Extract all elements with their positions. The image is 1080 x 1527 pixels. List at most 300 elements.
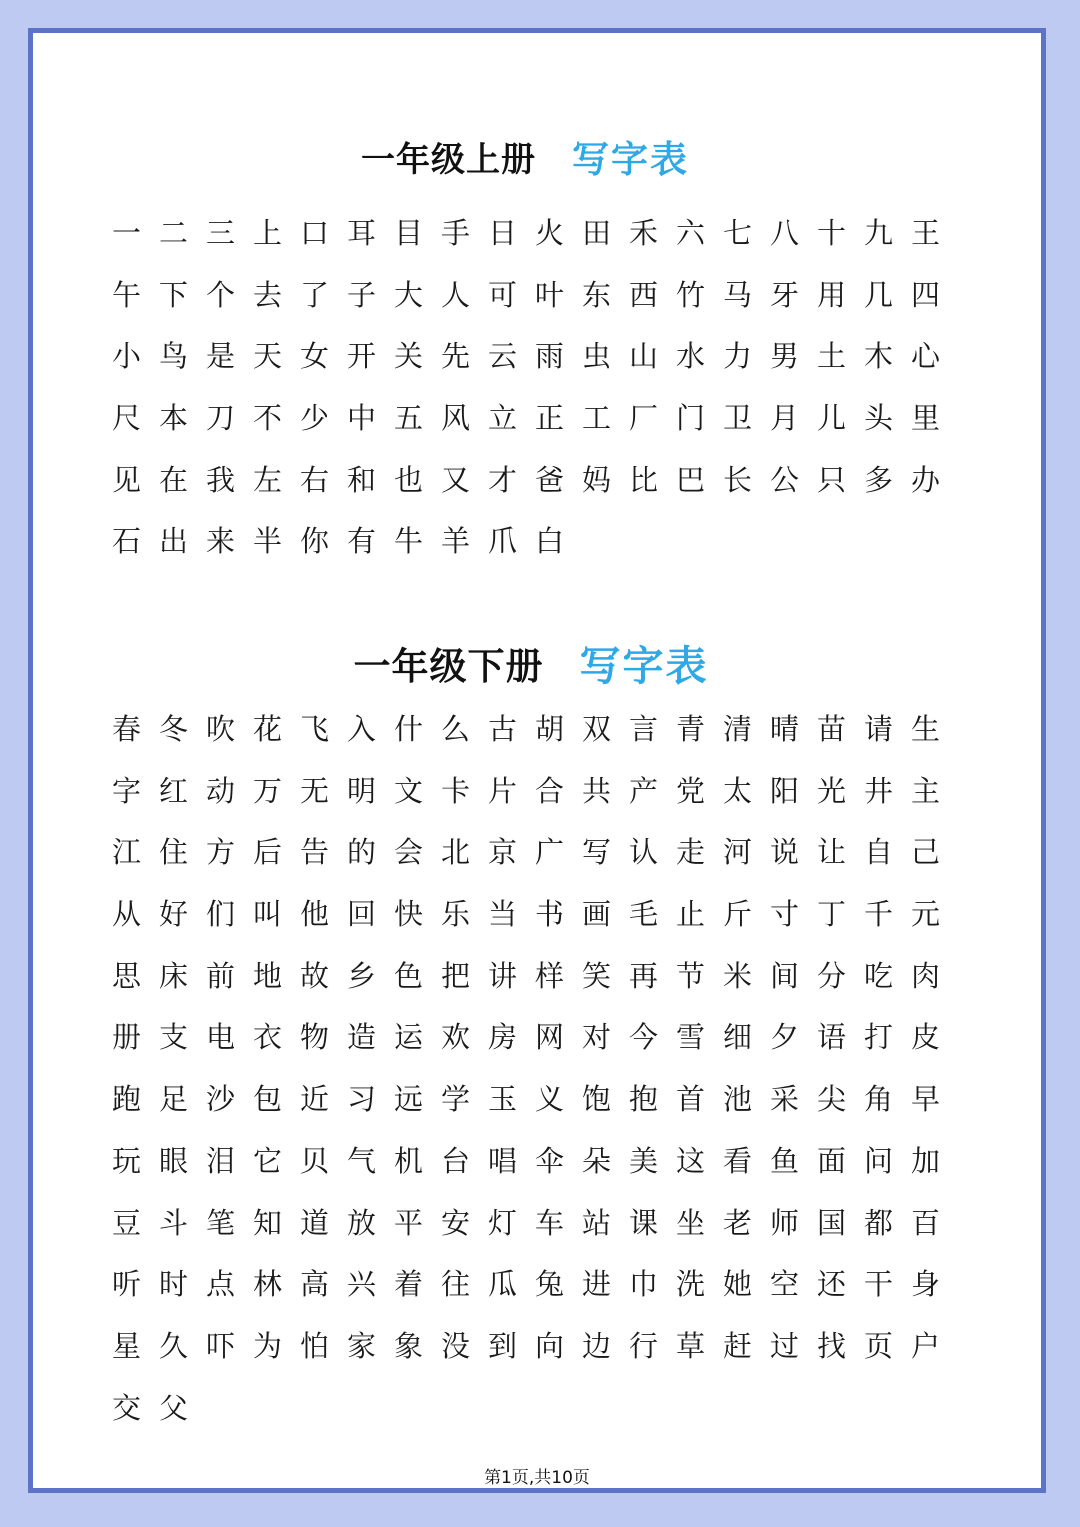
- character-cell: 的: [346, 835, 376, 870]
- character-cell: 儿: [816, 401, 846, 436]
- character-cell: 池: [722, 1082, 752, 1117]
- character-cell: 才: [487, 462, 517, 497]
- character-cell: 北: [440, 835, 470, 870]
- character-cell: 红: [158, 773, 188, 808]
- character-cell: 工: [581, 401, 611, 436]
- character-cell: 后: [252, 835, 282, 870]
- character-cell: 行: [628, 1328, 658, 1363]
- character-cell: 上: [252, 216, 282, 250]
- character-cell: 子: [346, 277, 376, 312]
- character-cell: 房: [487, 1020, 517, 1055]
- character-cell: 尺: [111, 401, 141, 436]
- character-cell: 安: [440, 1205, 470, 1240]
- character-cell: 无: [299, 773, 329, 808]
- character-cell: 回: [346, 897, 376, 932]
- character-cell: 好: [158, 897, 188, 932]
- character-cell: 支: [158, 1020, 188, 1055]
- character-cell: 竹: [675, 277, 705, 312]
- character-cell: 近: [299, 1082, 329, 1117]
- section-title-grade1-lower: [33, 633, 1041, 692]
- character-cell: 语: [816, 1020, 846, 1055]
- character-cell: 太: [722, 773, 752, 808]
- character-cell: 石: [111, 524, 141, 559]
- character-cell: 阳: [769, 773, 799, 808]
- character-cell: 也: [393, 462, 423, 497]
- character-cell: 丁: [816, 897, 846, 932]
- character-cell: 产: [628, 773, 658, 808]
- character-cell: 灯: [487, 1205, 517, 1240]
- character-cell: 一: [111, 216, 141, 250]
- character-cell: 沙: [205, 1082, 235, 1117]
- character-cell: 八: [769, 216, 799, 250]
- character-cell: 中: [346, 401, 376, 436]
- character-cell: 老: [722, 1205, 752, 1240]
- character-cell: 朵: [581, 1143, 611, 1178]
- character-cell: 夕: [769, 1020, 799, 1055]
- character-cell: 广: [534, 835, 564, 870]
- character-cell: 当: [487, 897, 517, 932]
- character-cell: 前: [205, 958, 235, 993]
- character-cell: 先: [440, 339, 470, 374]
- character-cell: 欢: [440, 1020, 470, 1055]
- character-cell: 着: [393, 1267, 423, 1302]
- character-cell: 在: [158, 462, 188, 497]
- character-cell: 没: [440, 1328, 470, 1363]
- character-cell: 豆: [111, 1205, 141, 1240]
- character-cell: 巴: [675, 462, 705, 497]
- character-cell: 正: [534, 401, 564, 436]
- character-cell: 尖: [816, 1082, 846, 1117]
- character-cell: 山: [628, 339, 658, 374]
- character-cell: 说: [769, 835, 799, 870]
- character-cell: 地: [252, 958, 282, 993]
- character-cell: 站: [581, 1205, 611, 1240]
- character-cell: 来: [205, 524, 235, 559]
- character-cell: 言: [628, 712, 658, 746]
- character-cell: 三: [205, 216, 235, 250]
- character-cell: 多: [863, 462, 893, 497]
- character-cell: 米: [722, 958, 752, 993]
- character-cell: 六: [675, 216, 705, 250]
- character-cell: 叫: [252, 897, 282, 932]
- character-cell: 羊: [440, 524, 470, 559]
- character-cell: 草: [675, 1328, 705, 1363]
- character-cell: 请: [863, 712, 893, 746]
- character-cell: 心: [910, 339, 940, 374]
- character-cell: 住: [158, 835, 188, 870]
- character-cell: 远: [393, 1082, 423, 1117]
- character-cell: 了: [299, 277, 329, 312]
- character-cell: 去: [252, 277, 282, 312]
- character-cell: 间: [769, 958, 799, 993]
- character-cell: 气: [346, 1143, 376, 1178]
- character-cell: 采: [769, 1082, 799, 1117]
- character-cell: 见: [111, 462, 141, 497]
- page-frame: [28, 28, 1046, 1493]
- character-cell: 边: [581, 1328, 611, 1363]
- character-cell: 门: [675, 401, 705, 436]
- character-cell: 里: [910, 401, 940, 436]
- character-cell: 写: [581, 835, 611, 870]
- character-cell: 眼: [158, 1143, 188, 1178]
- character-cell: 长: [722, 462, 752, 497]
- character-cell: 共: [581, 773, 611, 808]
- character-cell: 西: [628, 277, 658, 312]
- character-cell: 入: [346, 712, 376, 746]
- character-cell: 为: [252, 1328, 282, 1363]
- character-cell: 乡: [346, 958, 376, 993]
- character-cell: 王: [910, 216, 940, 250]
- character-cell: 花: [252, 712, 282, 746]
- character-cell: 火: [534, 216, 564, 250]
- character-cell: 雪: [675, 1020, 705, 1055]
- character-cell: 故: [299, 958, 329, 993]
- character-cell: 几: [863, 277, 893, 312]
- character-cell: 唱: [487, 1143, 517, 1178]
- character-cell: 人: [440, 277, 470, 312]
- character-cell: 力: [722, 339, 752, 374]
- character-cell: 乐: [440, 897, 470, 932]
- character-cell: 清: [722, 712, 752, 746]
- character-cell: 问: [863, 1143, 893, 1178]
- character-cell: 下: [158, 277, 188, 312]
- character-cell: 生: [910, 712, 940, 746]
- character-cell: 走: [675, 835, 705, 870]
- character-cell: 立: [487, 401, 517, 436]
- character-cell: 玉: [487, 1082, 517, 1117]
- character-cell: 空: [769, 1267, 799, 1302]
- character-cell: 二: [158, 216, 188, 250]
- character-cell: 吹: [205, 712, 235, 746]
- character-cell: 家: [346, 1328, 376, 1363]
- character-cell: 大: [393, 277, 423, 312]
- character-cell: 加: [910, 1143, 940, 1178]
- character-cell: 天: [252, 339, 282, 374]
- section-title-main: 一年级下册: [353, 644, 544, 688]
- character-cell: 身: [910, 1267, 940, 1302]
- character-cell: 机: [393, 1143, 423, 1178]
- character-cell: 父: [158, 1390, 188, 1425]
- character-cell: 衣: [252, 1020, 282, 1055]
- character-cell: 角: [863, 1082, 893, 1117]
- character-cell: 鱼: [769, 1143, 799, 1178]
- character-cell: 听: [111, 1267, 141, 1302]
- character-cell: 动: [205, 773, 235, 808]
- character-cell: 爸: [534, 462, 564, 497]
- character-cell: 牙: [769, 277, 799, 312]
- character-cell: 风: [440, 401, 470, 436]
- character-cell: 学: [440, 1082, 470, 1117]
- character-cell: 他: [299, 897, 329, 932]
- character-cell: 认: [628, 835, 658, 870]
- character-cell: 们: [205, 897, 235, 932]
- character-cell: 四: [910, 277, 940, 312]
- character-cell: 今: [628, 1020, 658, 1055]
- character-cell: 会: [393, 835, 423, 870]
- character-cell: 毛: [628, 897, 658, 932]
- character-cell: 厂: [628, 401, 658, 436]
- character-cell: 向: [534, 1328, 564, 1363]
- character-cell: 斤: [722, 897, 752, 932]
- character-cell: 青: [675, 712, 705, 746]
- section-title-accent: 写字表: [579, 642, 709, 690]
- character-cell: 本: [158, 401, 188, 436]
- character-cell: 个: [205, 277, 235, 312]
- character-cell: 么: [440, 712, 470, 746]
- character-cell: 笑: [581, 958, 611, 993]
- character-cell: 卫: [722, 401, 752, 436]
- character-cell: 马: [722, 277, 752, 312]
- character-cell: 手: [440, 216, 470, 250]
- character-cell: 册: [111, 1020, 141, 1055]
- character-cell: 己: [910, 835, 940, 870]
- character-cell: 习: [346, 1082, 376, 1117]
- character-cell: 千: [863, 897, 893, 932]
- character-cell: 和: [346, 462, 376, 497]
- character-cell: 师: [769, 1205, 799, 1240]
- character-cell: 比: [628, 462, 658, 497]
- character-cell: 七: [722, 216, 752, 250]
- character-cell: 面: [816, 1143, 846, 1178]
- character-cell: 止: [675, 897, 705, 932]
- character-cell: 义: [534, 1082, 564, 1117]
- character-cell: 合: [534, 773, 564, 808]
- character-cell: 平: [393, 1205, 423, 1240]
- character-cell: 久: [158, 1328, 188, 1363]
- character-cell: 双: [581, 712, 611, 746]
- character-cell: 春: [111, 712, 141, 746]
- character-cell: 不: [252, 401, 282, 436]
- character-cell: 斗: [158, 1205, 188, 1240]
- character-cell: 十: [816, 216, 846, 250]
- character-cell: 运: [393, 1020, 423, 1055]
- character-cell: 主: [910, 773, 940, 808]
- character-cell: 用: [816, 277, 846, 312]
- character-cell: 左: [252, 462, 282, 497]
- character-cell: 京: [487, 835, 517, 870]
- character-cell: 右: [299, 462, 329, 497]
- character-cell: 吃: [863, 958, 893, 993]
- character-cell: 坐: [675, 1205, 705, 1240]
- character-cell: 明: [346, 773, 376, 808]
- character-cell: 半: [252, 524, 282, 559]
- section-title-grade1-upper: [33, 129, 1041, 183]
- character-cell: 只: [816, 462, 846, 497]
- character-cell: 从: [111, 897, 141, 932]
- character-cell: 色: [393, 958, 423, 993]
- character-cell: 时: [158, 1267, 188, 1302]
- character-cell: 肉: [910, 958, 940, 993]
- character-cell: 林: [252, 1267, 282, 1302]
- character-cell: 电: [205, 1020, 235, 1055]
- character-cell: 巾: [628, 1267, 658, 1302]
- character-grid-grade1-lower: [103, 699, 949, 1439]
- character-cell: 泪: [205, 1143, 235, 1178]
- character-cell: 妈: [581, 462, 611, 497]
- character-cell: 思: [111, 958, 141, 993]
- character-cell: 造: [346, 1020, 376, 1055]
- character-cell: 兔: [534, 1267, 564, 1302]
- character-cell: 月: [769, 401, 799, 436]
- character-cell: 文: [393, 773, 423, 808]
- character-cell: 让: [816, 835, 846, 870]
- character-cell: 伞: [534, 1143, 564, 1178]
- character-cell: 高: [299, 1267, 329, 1302]
- character-cell: 古: [487, 712, 517, 746]
- character-cell: 元: [910, 897, 940, 932]
- character-cell: 对: [581, 1020, 611, 1055]
- character-cell: 包: [252, 1082, 282, 1117]
- character-cell: 美: [628, 1143, 658, 1178]
- character-cell: 床: [158, 958, 188, 993]
- character-cell: 叶: [534, 277, 564, 312]
- character-cell: 出: [158, 524, 188, 559]
- character-cell: 耳: [346, 216, 376, 250]
- character-cell: 到: [487, 1328, 517, 1363]
- character-cell: 又: [440, 462, 470, 497]
- character-cell: 男: [769, 339, 799, 374]
- character-cell: 目: [393, 216, 423, 250]
- character-cell: 饱: [581, 1082, 611, 1117]
- character-cell: 洗: [675, 1267, 705, 1302]
- section-title-accent: 写字表: [572, 138, 689, 181]
- character-cell: 五: [393, 401, 423, 436]
- character-cell: 足: [158, 1082, 188, 1117]
- character-cell: 可: [487, 277, 517, 312]
- character-cell: 东: [581, 277, 611, 312]
- character-cell: 卡: [440, 773, 470, 808]
- character-cell: 户: [910, 1328, 940, 1363]
- character-cell: 午: [111, 277, 141, 312]
- character-cell: 寸: [769, 897, 799, 932]
- character-cell: 页: [863, 1328, 893, 1363]
- character-cell: 是: [205, 339, 235, 374]
- character-cell: 你: [299, 524, 329, 559]
- character-cell: 象: [393, 1328, 423, 1363]
- character-cell: 干: [863, 1267, 893, 1302]
- character-cell: 过: [769, 1328, 799, 1363]
- character-cell: 快: [393, 897, 423, 932]
- character-cell: 吓: [205, 1328, 235, 1363]
- character-cell: 口: [299, 216, 329, 250]
- character-cell: 交: [111, 1390, 141, 1425]
- character-cell: 我: [205, 462, 235, 497]
- character-cell: 日: [487, 216, 517, 250]
- character-cell: 把: [440, 958, 470, 993]
- character-cell: 抱: [628, 1082, 658, 1117]
- character-cell: 星: [111, 1328, 141, 1363]
- character-cell: 水: [675, 339, 705, 374]
- character-cell: 九: [863, 216, 893, 250]
- character-cell: 冬: [158, 712, 188, 746]
- character-cell: 苗: [816, 712, 846, 746]
- character-cell: 办: [910, 462, 940, 497]
- character-cell: 刀: [205, 401, 235, 436]
- character-cell: 云: [487, 339, 517, 374]
- character-cell: 井: [863, 773, 893, 808]
- character-cell: 跑: [111, 1082, 141, 1117]
- character-cell: 晴: [769, 712, 799, 746]
- character-cell: 怕: [299, 1328, 329, 1363]
- character-cell: 找: [816, 1328, 846, 1363]
- character-cell: 道: [299, 1205, 329, 1240]
- character-cell: 皮: [910, 1020, 940, 1055]
- character-cell: 它: [252, 1143, 282, 1178]
- character-cell: 这: [675, 1143, 705, 1178]
- character-cell: 虫: [581, 339, 611, 374]
- character-cell: 关: [393, 339, 423, 374]
- character-cell: 百: [910, 1205, 940, 1240]
- character-cell: 胡: [534, 712, 564, 746]
- character-cell: 白: [534, 524, 564, 559]
- character-cell: 牛: [393, 524, 423, 559]
- character-cell: 点: [205, 1267, 235, 1302]
- character-cell: 课: [628, 1205, 658, 1240]
- character-cell: 笔: [205, 1205, 235, 1240]
- character-cell: 飞: [299, 712, 329, 746]
- character-cell: 党: [675, 773, 705, 808]
- character-cell: 都: [863, 1205, 893, 1240]
- character-cell: 赶: [722, 1328, 752, 1363]
- character-cell: 玩: [111, 1143, 141, 1178]
- character-cell: 少: [299, 401, 329, 436]
- character-cell: 书: [534, 897, 564, 932]
- character-cell: 首: [675, 1082, 705, 1117]
- character-cell: 瓜: [487, 1267, 517, 1302]
- character-cell: 兴: [346, 1267, 376, 1302]
- character-cell: 字: [111, 773, 141, 808]
- character-cell: 土: [816, 339, 846, 374]
- character-cell: 知: [252, 1205, 282, 1240]
- section-title-main: 一年级上册: [361, 139, 536, 180]
- character-cell: 国: [816, 1205, 846, 1240]
- character-cell: 看: [722, 1143, 752, 1178]
- character-cell: 网: [534, 1020, 564, 1055]
- character-cell: 小: [111, 339, 141, 374]
- character-cell: 台: [440, 1143, 470, 1178]
- character-cell: 光: [816, 773, 846, 808]
- page-number-footer: 第1页,共10页: [484, 1468, 590, 1488]
- character-cell: 讲: [487, 958, 517, 993]
- character-cell: 头: [863, 401, 893, 436]
- character-cell: 有: [346, 524, 376, 559]
- character-cell: 方: [205, 835, 235, 870]
- character-cell: 木: [863, 339, 893, 374]
- character-cell: 田: [581, 216, 611, 250]
- character-cell: 再: [628, 958, 658, 993]
- character-cell: 江: [111, 835, 141, 870]
- character-cell: 万: [252, 773, 282, 808]
- character-cell: 什: [393, 712, 423, 746]
- character-cell: 放: [346, 1205, 376, 1240]
- character-cell: 女: [299, 339, 329, 374]
- character-cell: 鸟: [158, 339, 188, 374]
- character-cell: 样: [534, 958, 564, 993]
- character-cell: 进: [581, 1267, 611, 1302]
- character-cell: 自: [863, 835, 893, 870]
- character-cell: 河: [722, 835, 752, 870]
- character-cell: 开: [346, 339, 376, 374]
- character-cell: 分: [816, 958, 846, 993]
- character-cell: 雨: [534, 339, 564, 374]
- character-cell: 禾: [628, 216, 658, 250]
- character-cell: 往: [440, 1267, 470, 1302]
- character-cell: 片: [487, 773, 517, 808]
- character-cell: 贝: [299, 1143, 329, 1178]
- character-cell: 车: [534, 1205, 564, 1240]
- character-cell: 告: [299, 835, 329, 870]
- character-cell: 打: [863, 1020, 893, 1055]
